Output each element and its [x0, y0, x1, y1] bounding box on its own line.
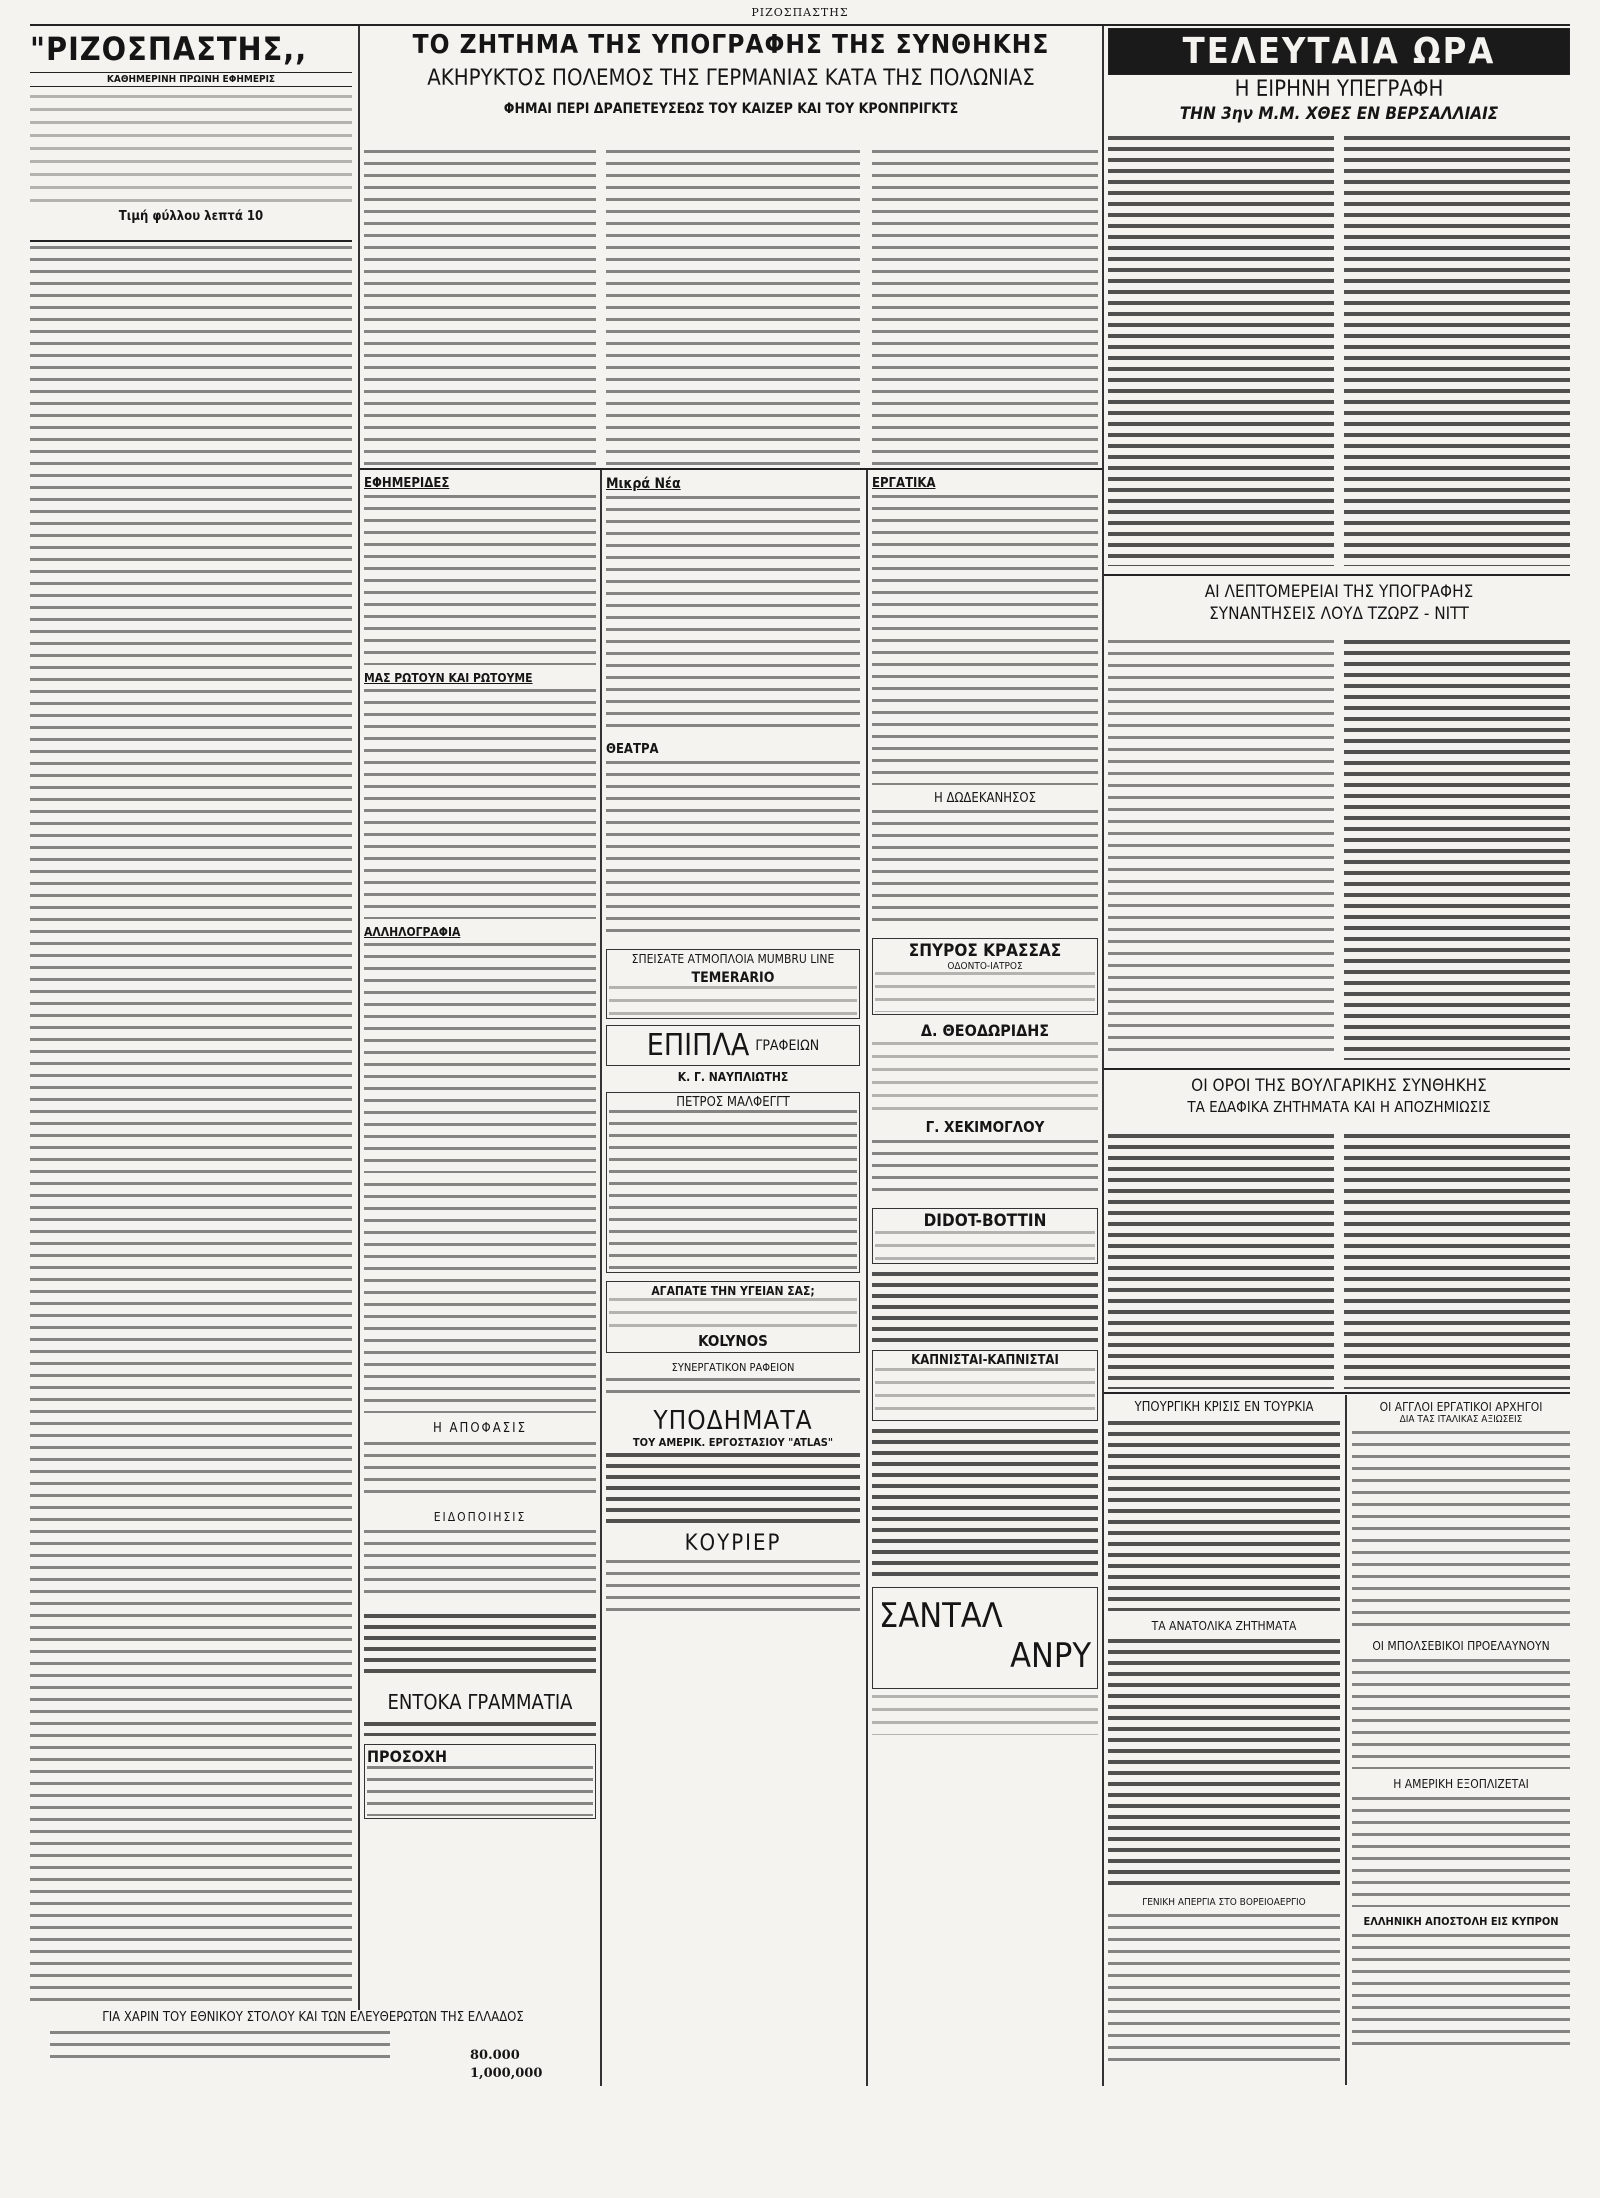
ad-agapate: ΑΓΑΠΑΤΕ ΤΗΝ ΥΓΕΙΑΝ ΣΑΣ; [651, 1284, 815, 1298]
breaking-line2: ΤΗΝ 3ην Μ.Μ. ΧΘΕΣ ΕΝ ΒΕΡΣΑΛΛΙΑΙΣ [1179, 104, 1499, 124]
ad-kourier: ΚΟΥΡΙΕΡ [684, 1531, 782, 1556]
ad-epipla-title: ΕΠΙΠΛΑ [646, 1028, 750, 1063]
main-headline-block [364, 30, 1098, 140]
column5-lower [1108, 1400, 1340, 2086]
section-ameriki: Η ΑΜΕΡΙΚΗ ΕΞΟΠΛΙΖΕΤΑΙ [1393, 1777, 1529, 1791]
oroi-col-a [1108, 1134, 1334, 1389]
ad-theodoridis: Δ. ΘΕΟΔΩΡΙΔΗΣ [920, 1021, 1050, 1040]
ad-prosoxi-box [364, 1744, 596, 1819]
ad-entoka: ΕΝΤΟΚΑ ΓΡΑΜΜΑΤΙΑ [387, 1690, 573, 1714]
leptomereiai-col-b [1344, 640, 1570, 1060]
section-edafika: ΤΑ ΕΔΑΦΙΚΑ ΖΗΤΗΜΑΤΑ ΚΑΙ Η ΑΠΟΖΗΜΙΩΣΙΣ [1187, 1098, 1491, 1116]
leptomereiai-headline-block [1108, 582, 1570, 632]
column-divider [1345, 1395, 1347, 2085]
leptomereiai-col-a [1108, 640, 1334, 1060]
ad-kolynos: KOLYNOS [698, 1332, 768, 1350]
oroi-headline-block [1108, 1076, 1570, 1126]
third-headline: ΦΗΜΑΙ ΠΕΡΙ ΔΡΑΠΕΤΕΥΣΕΩΣ ΤΟΥ ΚΑΙΖΕΡ ΚΑΙ ΤΟΥ ΚΡΟΝΠΡΙΓΚΤΣ [503, 101, 959, 117]
ad-nafpliotis: Κ. Γ. ΝΑΥΠΛΙΩΤΗΣ [677, 1070, 789, 1084]
page-header-title: ΡΙΖΟΣΠΑΣΤΗΣ [751, 6, 849, 19]
ad-didot-box [872, 1208, 1098, 1264]
ad-ethniko-stolo: ΓΙΑ ΧΑΡΙΝ ΤΟΥ ΕΘΝΙΚΟΥ ΣΤΟΛΟΥ ΚΑΙ ΤΩΝ ΕΛΕΥΘΕΡΩΤΩΝ ΤΗΣ ΕΛΛΑΔΟΣ [102, 2010, 524, 2025]
column2 [364, 476, 596, 2086]
section-apostoli: ΕΛΛΗΝΙΚΗ ΑΠΟΣΤΟΛΗ ΕΙΣ ΚΥΠΡΟΝ [1363, 1915, 1559, 1928]
section-agglos-sub: ΔΙΑ ΤΑΣ ΙΤΑΛΙΚΑΣ ΑΞΙΩΣΕΙΣ [1399, 1414, 1523, 1425]
ad-epipla [606, 1025, 860, 1066]
section-theatra: ΘΕΑΤΡΑ [606, 742, 659, 757]
main-article-col-a [364, 150, 596, 466]
section-efimerides: ΕΦΗΜΕΡΙΔΕΣ [364, 476, 450, 491]
ad-anry: ΑΝΡΥ [1010, 1636, 1091, 1676]
section-mpolsevikoi: ΟΙ ΜΠΟΛΣΕΒΙΚΟΙ ΠΡΟΕΛΑΥΝΟΥΝ [1372, 1639, 1550, 1653]
ad-petros-box [606, 1092, 860, 1273]
ad-chekimoglou: Γ. ΧΕΚΙΜΟΓΛΟΥ [925, 1118, 1045, 1136]
masthead-title: "ΡΙΖΟΣΠΑΣΤΗΣ,, [30, 30, 308, 68]
section-krisis: ΥΠΟΥΡΓΙΚΗ ΚΡΙΣΙΣ ΕΝ ΤΟΥΡΚΙΑ [1134, 1400, 1314, 1415]
ad-mumbru-title: ΣΠΕΙΣΑΤΕ ΑΤΜΟΠΛΟΙΑ MUMBRU LINE [631, 952, 835, 966]
masthead-subtitle: ΚΑΘΗΜΕΡΙΝΗ ΠΡΩΙΝΗ ΕΦΗΜΕΡΙΣ [30, 72, 352, 87]
column1-article-text [30, 246, 352, 2006]
oroi-col-b [1344, 1134, 1570, 1389]
main-article-col-b [606, 150, 860, 466]
column-divider [866, 470, 868, 2086]
main-article-col-c [872, 150, 1098, 466]
section-anatolika: ΤΑ ΑΝΑΤΟΛΙΚΑ ΖΗΤΗΜΑΤΑ [1151, 1619, 1297, 1633]
column-divider [358, 26, 360, 2086]
section-eidopoiisis: ΕΙΔΟΠΟΙΗΣΙΣ [433, 1510, 527, 1524]
section-leptomereiai: ΑΙ ΛΕΠΤΟΜΕΡΕΙΑΙ ΤΗΣ ΥΠΟΓΡΑΦΗΣ [1204, 582, 1474, 602]
column-divider [1102, 26, 1104, 2086]
sub-headline: ΑΚΗΡΥΚΤΟΣ ΠΟΛΕΜΟΣ ΤΗΣ ΓΕΡΜΑΝΙΑΣ ΚΑΤΑ ΤΗΣ ΠΟΛΩΝΙΑΣ [427, 66, 1035, 91]
ad-amount-2: 1,000,000 [470, 2066, 543, 2081]
ad-didot: DIDOT-BOTTIN [923, 1211, 1047, 1231]
section-apergia: ΓΕΝΙΚΗ ΑΠΕΡΓΙΑ ΣΤΟ ΒΟΡΕΙΟΑΕΡΓΙΟ [1142, 1897, 1306, 1908]
ad-amount-1: 80.000 [470, 2048, 520, 2063]
breaking-news-banner [1108, 28, 1570, 128]
price-line: Τιμή φύλλου λεπτά 10 [118, 209, 264, 224]
main-headline: ΤΟ ΖΗΤΗΜΑ ΤΗΣ ΥΠΟΓΡΑΦΗΣ ΤΗΣ ΣΥΝΘΗΚΗΣ [412, 30, 1050, 60]
ad-ethniko-stolo-box [30, 2010, 596, 2086]
column6-lower [1352, 1400, 1570, 2086]
ad-synergatikon: ΣΥΝΕΡΓΑΤΙΚΟΝ ΡΑΦΕΙΟΝ [671, 1361, 795, 1374]
subscription-info [30, 95, 352, 205]
section-mas-rotoun: ΜΑΣ ΡΩΤΟΥΝ ΚΑΙ ΡΩΤΟΥΜΕ [364, 671, 533, 685]
ad-mumbru [606, 949, 860, 1019]
section-synantiseis: ΣΥΝΑΝΤΗΣΕΙΣ ΛΟΥΔ ΤΖΩΡΖ - ΝΙΤΤ [1209, 604, 1469, 624]
column3 [606, 476, 860, 2086]
section-dodekanisos: Η ΔΩΔΕΚΑΝΗΣΟΣ [933, 791, 1037, 806]
ad-petros: ΠΕΤΡΟΣ ΜΑΛΦΕΓΓΤ [676, 1095, 790, 1110]
header-rule [30, 24, 1570, 26]
breaking-article-col-b [1344, 136, 1570, 566]
section-ergatika: ΕΡΓΑΤΙΚΑ [872, 476, 936, 491]
ad-prosoxi: ΠΡΟΣΟΧΗ [367, 1747, 448, 1766]
column4 [872, 476, 1098, 2086]
breaking-article-col-a [1108, 136, 1334, 566]
section-mikra-nea: Μικρά Νέα [606, 476, 681, 492]
ad-ypodimata: ΥΠΟΔΗΜΑΤΑ [653, 1406, 813, 1436]
breaking-line1: Η ΕΙΡΗΝΗ ΥΠΕΓΡΑΦΗ [1234, 77, 1444, 102]
ad-santal: ΣΑΝΤΑΛ [879, 1596, 1003, 1636]
column-divider [600, 470, 602, 2086]
section-apofasis: Η ΑΠΟΦΑΣΙΣ [433, 1421, 527, 1436]
breaking-title: ΤΕΛΕΥΤΑΙΑ ΩΡΑ [1108, 28, 1570, 75]
masthead [30, 28, 352, 238]
ad-atlas: ΤΟΥ ΑΜΕΡΙΚ. ΕΡΓΟΣΤΑΣΙΟΥ "ATLAS" [632, 1436, 834, 1449]
ad-kapnistai-box [872, 1350, 1098, 1421]
ad-santal-box [872, 1587, 1098, 1689]
ad-kapnistai: ΚΑΠΝΙΣΤΑΙ-ΚΑΠΝΙΣΤΑΙ [911, 1353, 1059, 1368]
section-oroi: ΟΙ ΟΡΟΙ ΤΗΣ ΒΟΥΛΓΑΡΙΚΗΣ ΣΥΝΘΗΚΗΣ [1191, 1076, 1487, 1096]
ad-epipla-side: ΓΡΑΦΕΙΩΝ [755, 1037, 820, 1054]
section-alilografia: ΑΛΛΗΛΟΓΡΑΦΙΑ [364, 925, 461, 939]
ad-temerario: TEMERARIO [691, 970, 775, 986]
section-agglos: ΟΙ ΑΓΓΛΟΙ ΕΡΓΑΤΙΚΟΙ ΑΡΧΗΓΟΙ [1379, 1400, 1543, 1414]
ad-agapate-box [606, 1281, 860, 1353]
ad-spyros: ΣΠΥΡΟΣ ΚΡΑΣΣΑΣ [908, 941, 1062, 961]
ad-odontoiatros: ΟΔΟΝΤΟ-ΙΑΤΡΟΣ [947, 961, 1023, 972]
ad-spyros-box [872, 938, 1098, 1015]
